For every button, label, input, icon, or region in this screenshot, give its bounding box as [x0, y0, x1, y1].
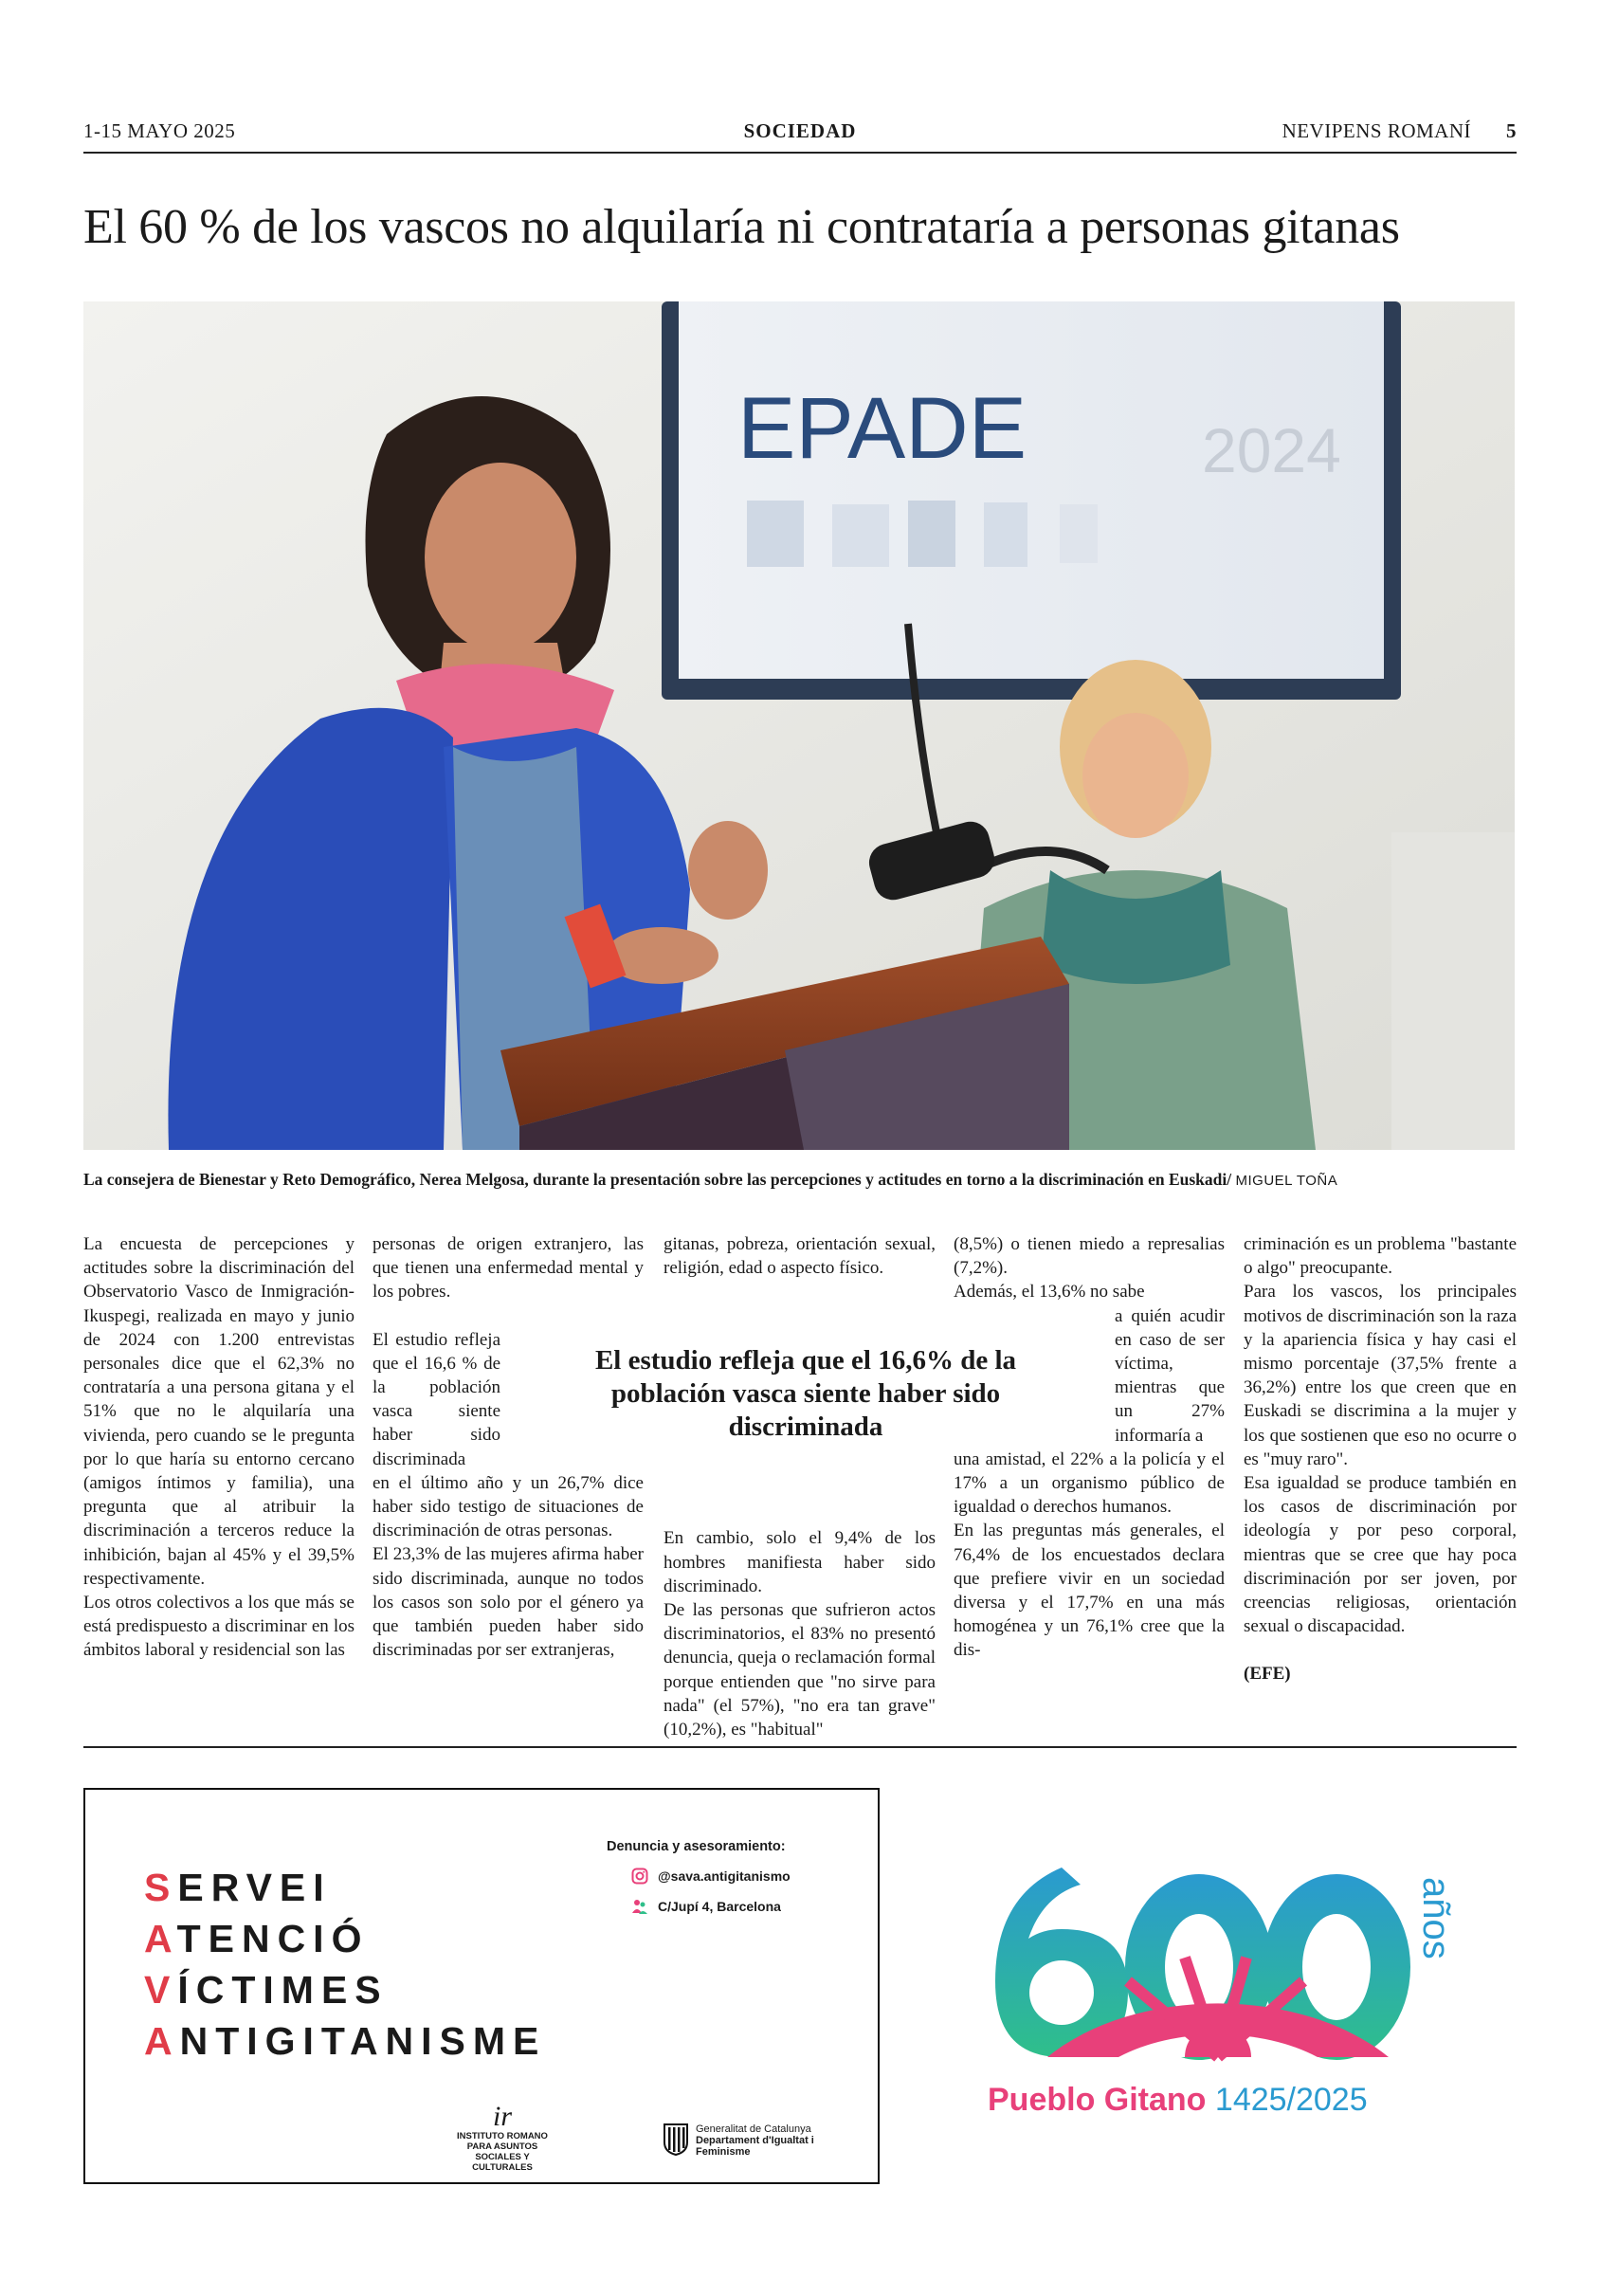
paragraph: gitanas, pobreza, orientación sexual, religión, edad o aspecto físico.: [664, 1234, 936, 1279]
paragraph: Para los vascos, los principales motivos de discriminación son la raza y la apariencia física y hay casi el mismo porcentaje (37,5% frente a 36,2%) entre los que creen que en Euskadi se discrimina a la mujer y los que sostienen que eso no ocurre o es "muy raro".: [1244, 1282, 1517, 1469]
instagram-icon: [631, 1868, 648, 1885]
anniversary-logo: [957, 1839, 1457, 2123]
text-column-3: [664, 1232, 936, 1741]
running-head: [83, 119, 1517, 148]
paragraph: (8,5%) o tienen miedo a represalias (7,2%).: [954, 1234, 1225, 1279]
ad-title: [144, 1862, 546, 2067]
paragraph: criminación es un problema "bastante o algo" preocupante.: [1244, 1234, 1517, 1279]
paragraph: una amistad, el 22% a la policía y el 17% a un organismo público de igualdad o derechos humanos.: [954, 1449, 1225, 1518]
paragraph: Además, el 13,6% no sabe: [954, 1282, 1145, 1303]
screen-year: 2024: [1202, 415, 1341, 485]
text-column-1: [83, 1232, 355, 1663]
generalitat-shield-icon: [664, 2123, 688, 2156]
paragraph: en el último año y un 26,7% dice haber sido testigo de situaciones de discriminación de otras personas.: [373, 1472, 644, 1541]
ad-title-line: ANTIGITANISME: [144, 2019, 547, 2063]
photo-caption: [83, 1168, 1515, 1193]
people-icon: [631, 1898, 648, 1915]
paragraph: El 23,3% de las mujeres afirma haber sido discriminada, aunque no todos los casos son solo por el género ya que también pueden haber sido discriminadas por ser extranjeras,: [373, 1544, 644, 1661]
caption-text: La consejera de Bienestar y Reto Demográfico, Nerea Melgosa, durante la presentación sobre las percepciones y actitudes en torno a la discriminación en Euskadi/: [83, 1170, 1232, 1189]
page-number: 5: [1506, 119, 1517, 142]
address: C/Jupí 4, Barcelona: [658, 1899, 781, 1914]
paragraph: La encuesta de percepciones y actitudes sobre la discriminación del Observatorio Vasco de Inmigración-Ikuspegi, realizada en mayo y junio de 2024 con 1.200 entrevistas personales dice que el 62,3% no contrataría a una persona gitana y el 51% que no le alquilaría una vivienda, pero cuando se le pregunta por lo que haría su entorno cercano (amigos íntimos y familia), una pregunta que al atribuir la discriminación a terceros reduce la inhibición, bajan al 45% y el 39,5% respectivamente.: [83, 1234, 355, 1589]
article-photo: [83, 301, 1515, 1150]
text-column-2: [373, 1232, 644, 1662]
paragraph: a quién acudir en caso de ser víctima, mientras que un 27% informaría a: [1115, 1305, 1225, 1446]
publication-name: NEVIPENS ROMANÍ: [1282, 119, 1471, 142]
pull-quote: El estudio refleja que el 16,6% de la población vasca siente haber sido discriminada: [594, 1345, 1017, 1442]
paragraph: El estudio refleja que el 16,6 % de la población vasca siente haber sido discriminada: [373, 1329, 500, 1469]
paragraph: De las personas que sufrieron actos discriminatorios, el 83% no presentó denuncia, queja o reclamación formal porque entienden que "no sirve para nada" (el 57%), "no era tan grave" (10,2%), es "habitual": [664, 1600, 936, 1740]
institute-name: INSTITUTO ROMANO PARA ASUNTOS SOCIALES Y CULTURALES: [457, 2131, 548, 2173]
generalitat-name: Generalitat de Catalunya: [696, 2123, 811, 2135]
instagram-row: [607, 1868, 791, 1885]
ad-title-line: VÍCTIMES: [144, 1968, 389, 2012]
ad-title-line: ATENCIÓ: [144, 1917, 370, 1960]
generalitat-logo: [664, 2123, 834, 2158]
issue-date: 1-15 MAYO 2025: [83, 119, 236, 142]
anniversary-caption: [988, 2082, 1368, 2119]
article-headline: El 60 % de los vascos no alquilaría ni contrataría a personas gitanas: [83, 200, 1400, 254]
text-column-5: [1244, 1232, 1517, 1686]
paragraph: En las preguntas más generales, el 76,4% de los encuestados declara que prefiere vivir en un sociedad diversa y el 17,7% en una más homogénea y un 76,1% cree que la dis-: [954, 1521, 1225, 1661]
header-rule: [83, 152, 1517, 154]
sava-advertisement: [83, 1788, 880, 2184]
section-name: SOCIEDAD: [743, 119, 857, 142]
anniversary-name: Pueblo Gitano: [988, 2082, 1207, 2118]
byline: (EFE): [1244, 1664, 1291, 1685]
ad-title-line: SERVEI: [144, 1866, 332, 1909]
footer-rule: [83, 1746, 1517, 1748]
photo-credit: MIGUEL TOÑA: [1235, 1173, 1338, 1189]
address-row: [607, 1898, 791, 1915]
anniversary-word: años: [1415, 1877, 1457, 1959]
anniversary-years: 1425/2025: [1214, 2082, 1368, 2118]
contact-title: Denuncia y asesoramiento:: [607, 1839, 786, 1854]
screen-title: EPADE: [737, 380, 1027, 477]
ad-contact: [607, 1839, 791, 1915]
institute-logo: [445, 2103, 559, 2173]
text-column-4: [954, 1232, 1225, 1663]
paragraph: En cambio, solo el 9,4% de los hombres manifiesta haber sido discriminado.: [664, 1528, 936, 1596]
instagram-handle: @sava.antigitanismo: [658, 1868, 791, 1884]
paragraph: personas de origen extranjero, las que tienen una enfermedad mental y los pobres.: [373, 1234, 644, 1303]
institute-monogram: ir: [492, 2101, 512, 2132]
paragraph: Esa igualdad se produce también en los casos de discriminación por ideología y por peso corporal, mientras que se cree que hay poca discriminación por ser joven, por creencias religiosas, orientación sexual o discapacidad.: [1244, 1473, 1517, 1637]
department-name: Departament d'Igualtat i Feminisme: [696, 2135, 814, 2158]
paragraph: Los otros colectivos a los que más se está predispuesto a discriminar en los ámbitos laboral y residencial son las: [83, 1593, 355, 1661]
